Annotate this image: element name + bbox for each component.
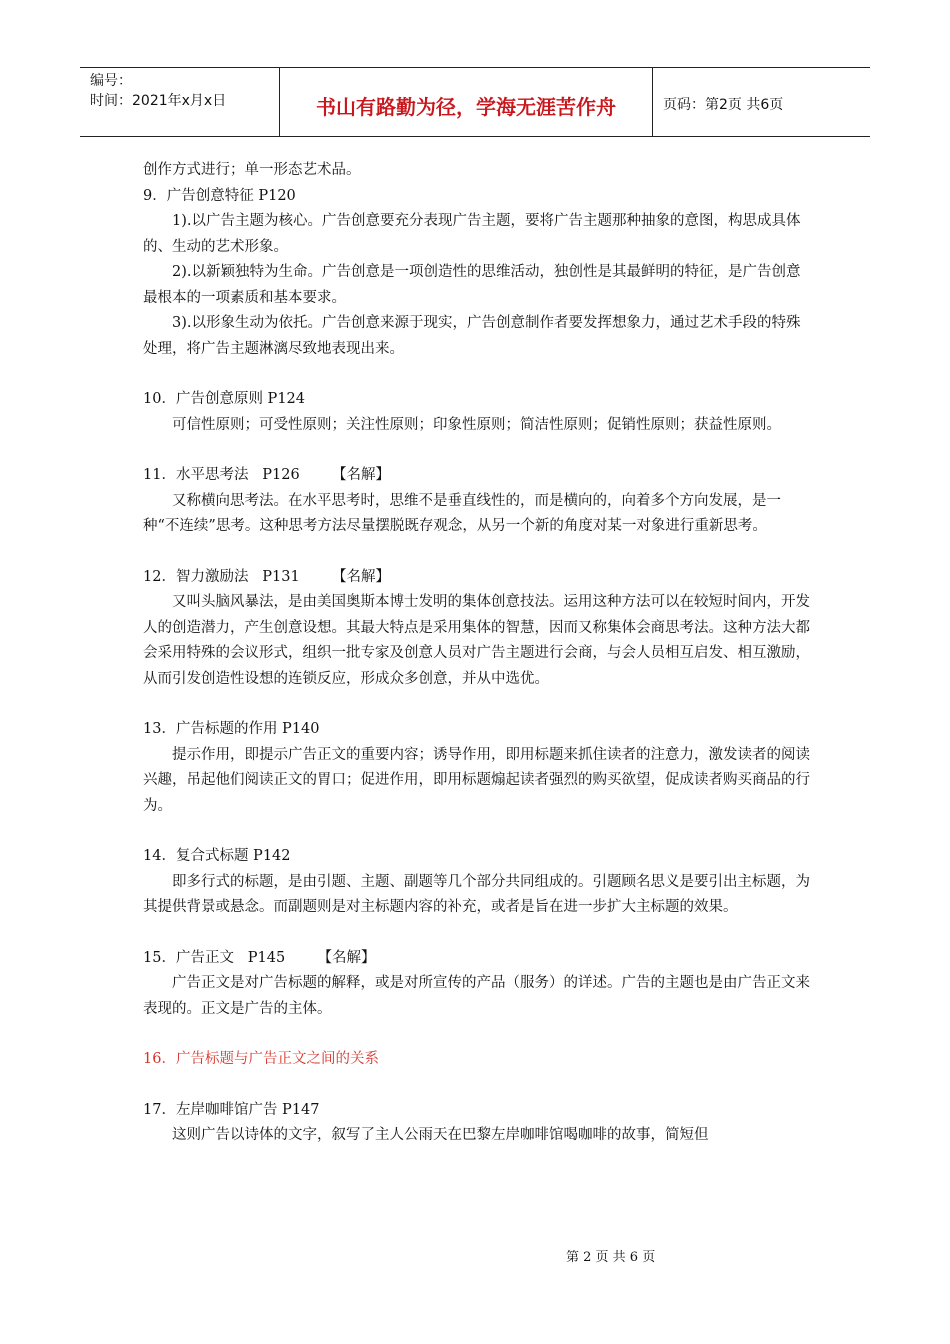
section-heading: 11．水平思考法 P126 【名解】 bbox=[143, 467, 390, 483]
section-heading: 17．左岸咖啡馆广告 P147 bbox=[143, 1101, 320, 1118]
section-heading: 13．广告标题的作用 P140 bbox=[143, 721, 320, 737]
body-paragraph: 提示作用，即提示广告正文的重要内容；诱导作用，即用标题来抓住读者的注意力，激发读者的阅读兴趣，吊起他们阅读正文的胃口；促进作用，即用标题煽起读者强烈的购买欲望，促成读者购买商品的行为。 bbox=[143, 746, 810, 814]
section-heading: 14．复合式标题 P142 bbox=[143, 848, 291, 864]
body-line: 创作方式进行；单一形态艺术品。 bbox=[143, 162, 361, 178]
number-label: 编号： bbox=[90, 73, 132, 89]
header-page-label: 页码：第2页 共6页 bbox=[663, 97, 784, 113]
body-paragraph: 又称横向思考法。在水平思考时，思维不是垂直线性的，而是横向的，向着多个方向发展，是一种“不连续”思考。这种思考方法尽量摆脱既存观念，从另一个新的角度对某一对象进行重新思考。 bbox=[143, 492, 781, 534]
body-paragraph: 3).以形象生动为依托。广告创意来源于现实，广告创意制作者要发挥想象力，通过艺术手段的特殊处理，将广告主题淋漓尽致地表现出来。 bbox=[143, 315, 801, 357]
date-label: 时间：2021年x月x日 bbox=[90, 93, 227, 109]
body-paragraph: 又叫头脑风暴法，是由美国奥斯本博士发明的集体创意技法。运用这种方法可以在较短时间内，开发人的创造潜力，产生创意设想。其最大特点是采用集体的智慧，因而又称集体会商思考法。这种方法大都会采用特殊的会议形式，组织一批专家及创意人员对广告主题进行会商，与会人员相互启发、相互激励，从而引发创造性设想的连锁反应，形成众多创意，并从中选优。 bbox=[143, 594, 810, 687]
body-paragraph: 这则广告以诗体的文字，叙写了主人公雨天在巴黎左岸咖啡馆喝咖啡的故事，简短但 bbox=[172, 1127, 709, 1143]
body-paragraph: 可信性原则；可受性原则；关注性原则；印象性原则；简洁性原则；促销性原则；获益性原则。 bbox=[172, 416, 781, 433]
section-heading: 9．广告创意特征 P120 bbox=[143, 187, 296, 204]
highlighted-heading: 16．广告标题与广告正文之间的关系 bbox=[143, 1051, 379, 1067]
header-motto: 书山有路勤为径，学海无涯苦作舟 bbox=[280, 68, 653, 136]
section-heading: 12．智力激励法 P131 【名解】 bbox=[143, 568, 390, 585]
page-footer: 第 2 页 共 6 页 bbox=[566, 1250, 656, 1265]
document-body bbox=[143, 158, 813, 1149]
section-heading: 10．广告创意原则 P124 bbox=[143, 391, 305, 407]
body-paragraph: 广告正文是对广告标题的解释，或是对所宣传的产品（服务）的详述。广告的主题也是由广告正文来表现的。正文是广告的主体。 bbox=[143, 975, 810, 1017]
page-header bbox=[80, 67, 870, 137]
body-paragraph: 即多行式的标题，是由引题、主题、副题等几个部分共同组成的。引题顾名思义是要引出主标题，为其提供背景或悬念。而副题则是对主标题内容的补充，或者是旨在进一步扩大主标题的效果。 bbox=[143, 873, 810, 915]
body-paragraph: 2).以新颖独特为生命。广告创意是一项创造性的思维活动，独创性是其最鲜明的特征，是广告创意最根本的一项素质和基本要求。 bbox=[143, 264, 801, 306]
section-heading: 15．广告正文 P145 【名解】 bbox=[143, 949, 376, 966]
header-meta bbox=[80, 68, 280, 136]
body-paragraph: 1).以广告主题为核心。广告创意要充分表现广告主题，要将广告主题那种抽象的意图，构思成具体的、生动的艺术形象。 bbox=[143, 213, 801, 255]
